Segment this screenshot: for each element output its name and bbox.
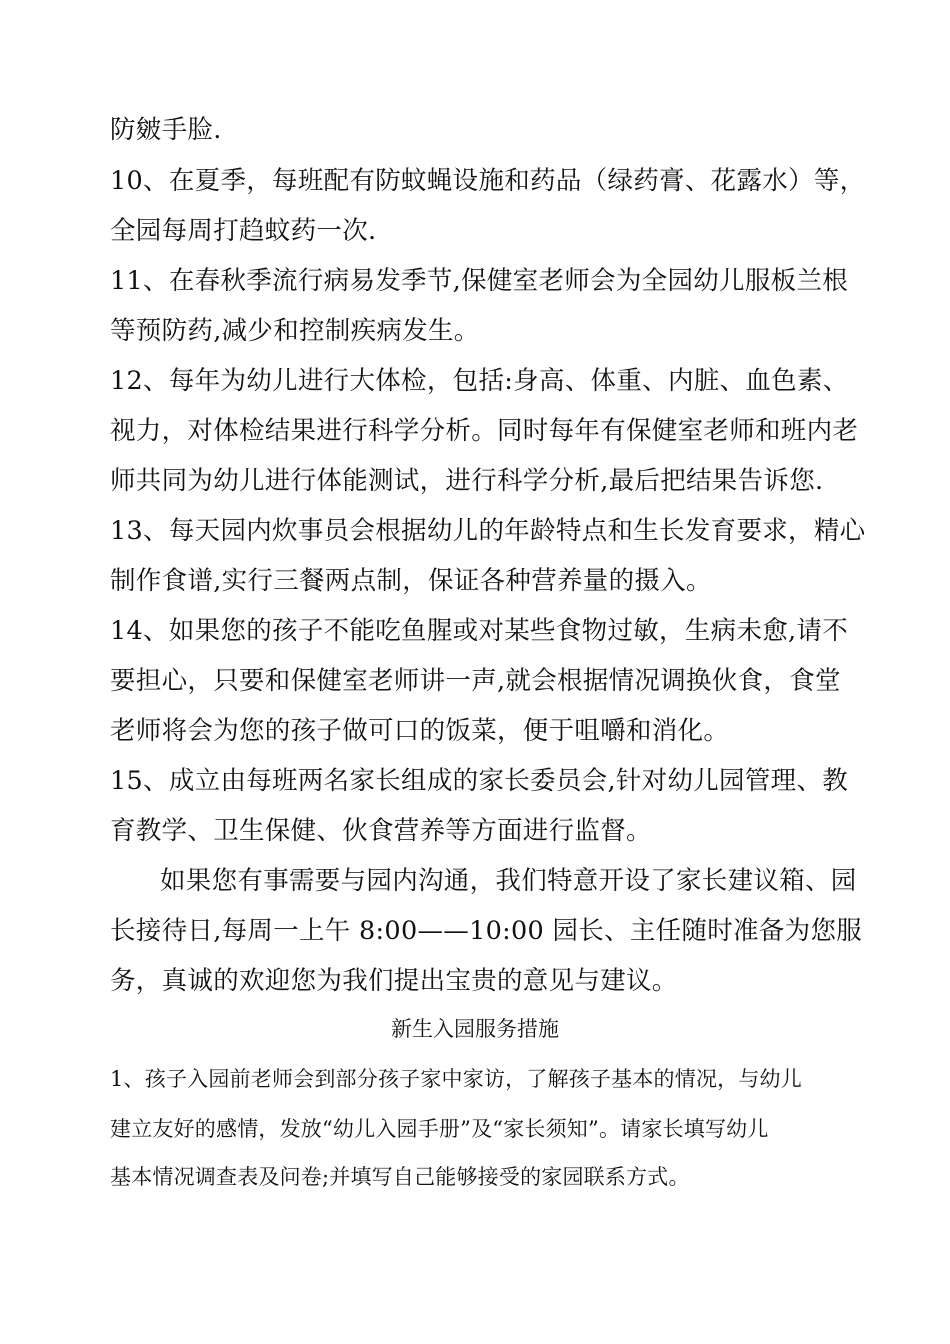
- text-line: 全园每周打趋蚊药一次.: [110, 216, 377, 246]
- text-line: 长接待日,每周一上午 8:00——10:00 园长、主任随时准备为您服: [110, 916, 863, 946]
- text-line: 要担心，只要和保健室老师讲一声,就会根据情况调换伙食，食堂: [110, 666, 841, 696]
- text-line: 老师将会为您的孩子做可口的饭菜，便于咀嚼和消化。: [110, 716, 730, 746]
- text-line: 13、每天园内炊事员会根据幼儿的年龄特点和生长发育要求，精心: [110, 516, 866, 546]
- text-line: 10、在夏季，每班配有防蚊蝇设施和药品（绿药膏、花露水）等，: [110, 166, 866, 196]
- section-text-line: 基本情况调查表及问卷;并填写自己能够接受的家园联系方式。: [110, 1165, 690, 1189]
- text-line: 师共同为幼儿进行体能测试，进行科学分析,最后把结果告诉您.: [110, 466, 824, 496]
- section-text-line: 1、孩子入园前老师会到部分孩子家中家访，了解孩子基本的情况，与幼儿: [110, 1067, 802, 1091]
- text-line: 务，真诚的欢迎您为我们提出宝贵的意见与建议。: [110, 966, 678, 996]
- section-title: 新生入园服务措施: [391, 1017, 559, 1041]
- text-line: 制作食谱,实行三餐两点制，保证各种营养量的摄入。: [110, 566, 712, 596]
- text-line: 11、在春秋季流行病易发季节,保健室老师会为全园幼儿服板兰根: [110, 266, 849, 296]
- text-line: 12、每年为幼儿进行大体检，包括:身高、体重、内脏、血色素、: [110, 366, 849, 396]
- text-line: 14、如果您的孩子不能吃鱼腥或对某些食物过敏，生病未愈,请不: [110, 616, 849, 646]
- text-line: 育教学、卫生保健、伙食营养等方面进行监督。: [110, 816, 652, 846]
- text-line: 等预防药,减少和控制疾病发生。: [110, 316, 480, 346]
- text-line: 防皴手脸.: [110, 115, 222, 145]
- text-line: 视力，对体检结果进行科学分析。同时每年有保健室老师和班内老: [110, 416, 859, 446]
- text-line: 如果您有事需要与园内沟通，我们特意开设了家长建议箱、园: [160, 866, 857, 896]
- text-line: 15、成立由每班两名家长组成的家长委员会,针对幼儿园管理、教: [110, 766, 849, 796]
- section-text-line: 建立友好的感情，发放“幼儿入园手册”及“家长须知”。请家长填写幼儿: [110, 1117, 769, 1141]
